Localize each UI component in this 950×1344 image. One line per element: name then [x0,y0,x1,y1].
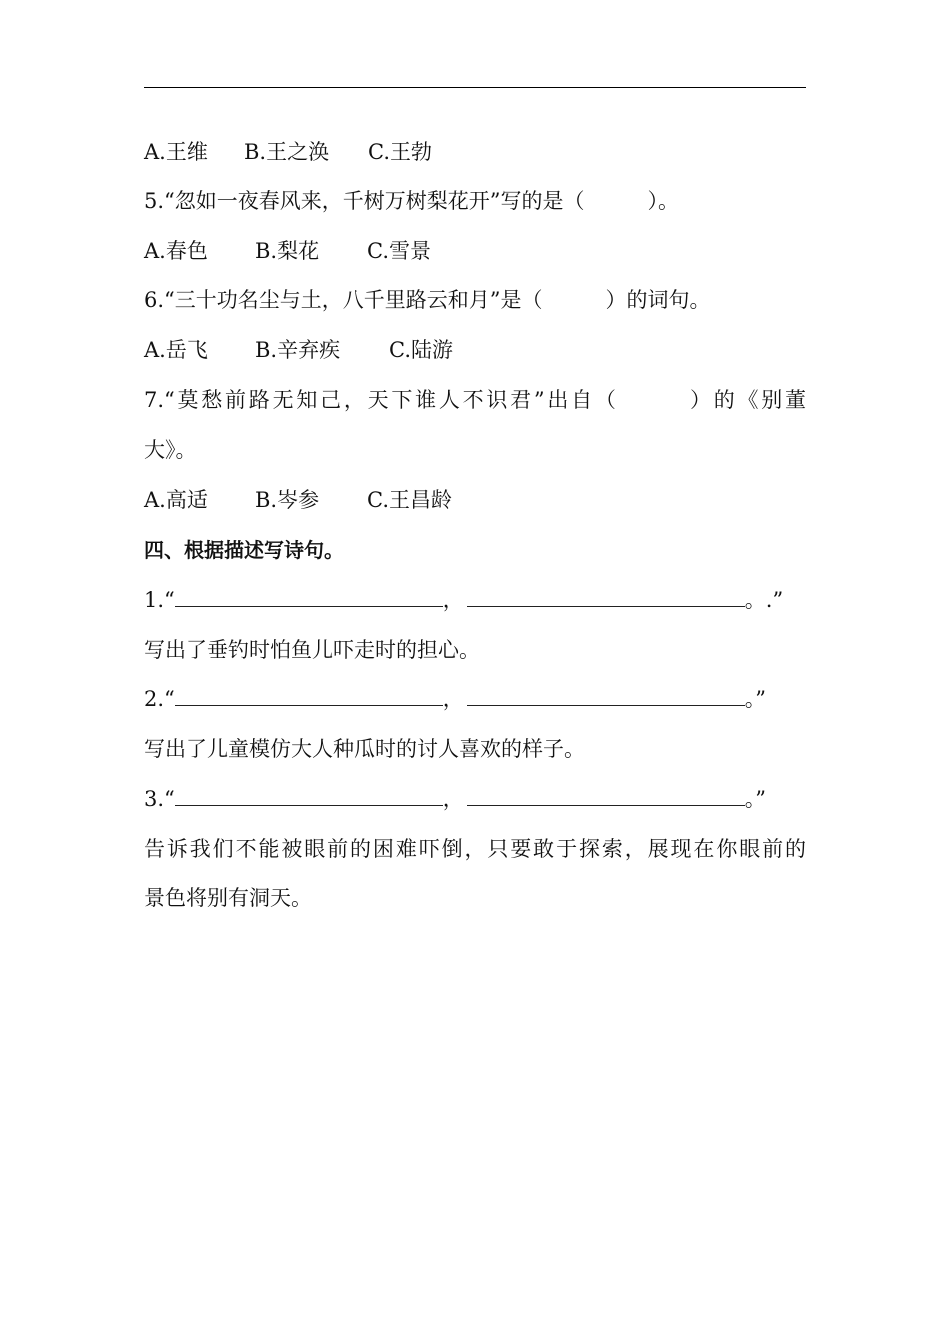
q4-option-b: B.王之涣 [244,140,330,164]
answer-blank-1b[interactable] [467,588,745,607]
q4-option-c: C.王勃 [368,140,432,164]
q5-options [144,238,806,264]
q7-option-b: B.岑参 [255,488,320,512]
fill-item-2-end: 。” [744,687,767,711]
q7-options [144,487,806,513]
fill-item-1-comma: ， [442,588,464,612]
q5-option-c: C.雪景 [367,239,431,263]
q6-options [144,337,806,363]
fill-item-3 [144,786,806,812]
fill-item-2 [144,686,806,712]
q6-option-c: C.陆游 [389,338,453,362]
q5-stem: 5.“忽如一夜春风来，千树万树梨花开”写的是（ ）。 [144,189,680,213]
fill-item-3-description-line2: 景色将别有洞天。 [144,886,312,910]
q5-option-b: B.梨花 [255,239,320,263]
fill-item-3-number: 3.“ [144,787,175,811]
answer-blank-1a[interactable] [175,588,443,607]
q4-option-a: A.王维 [144,140,208,164]
q6-option-b: B.辛弃疾 [255,338,341,362]
fill-item-3-comma: ， [442,787,464,811]
fill-item-2-description: 写出了儿童模仿大人种瓜时的讨人喜欢的样子。 [144,737,585,761]
answer-blank-2b[interactable] [467,687,745,706]
answer-blank-3a[interactable] [175,787,443,806]
q7-stem-line2: 大》。 [144,438,197,462]
header-rule [144,87,806,88]
fill-item-3-end: 。” [744,787,767,811]
fill-item-2-comma: ， [442,687,464,711]
q7-option-c: C.王昌龄 [367,488,452,512]
answer-blank-3b[interactable] [467,787,745,806]
q5-option-a: A.春色 [144,239,208,263]
fill-item-1-description: 写出了垂钓时怕鱼儿吓走时的担心。 [144,638,480,662]
fill-item-1 [144,587,806,613]
q7-stem-line1: 7.“莫愁前路无知己，天下谁人不识君”出自（ ）的《别董 [144,388,806,412]
answer-blank-2a[interactable] [175,687,443,706]
q6-stem: 6.“三十功名尘与土，八千里路云和月”是（ ）的词句。 [144,288,711,312]
q4-options [144,139,806,165]
q6-option-a: A.岳飞 [144,338,208,362]
fill-item-1-number: 1.“ [144,588,175,612]
fill-item-1-end: 。.” [744,588,784,612]
section4-heading: 四、根据描述写诗句。 [144,538,344,562]
q7-option-a: A.高适 [144,488,208,512]
fill-item-3-description-line1: 告诉我们不能被眼前的困难吓倒，只要敢于探索，展现在你眼前的 [144,837,806,861]
fill-item-2-number: 2.“ [144,687,175,711]
